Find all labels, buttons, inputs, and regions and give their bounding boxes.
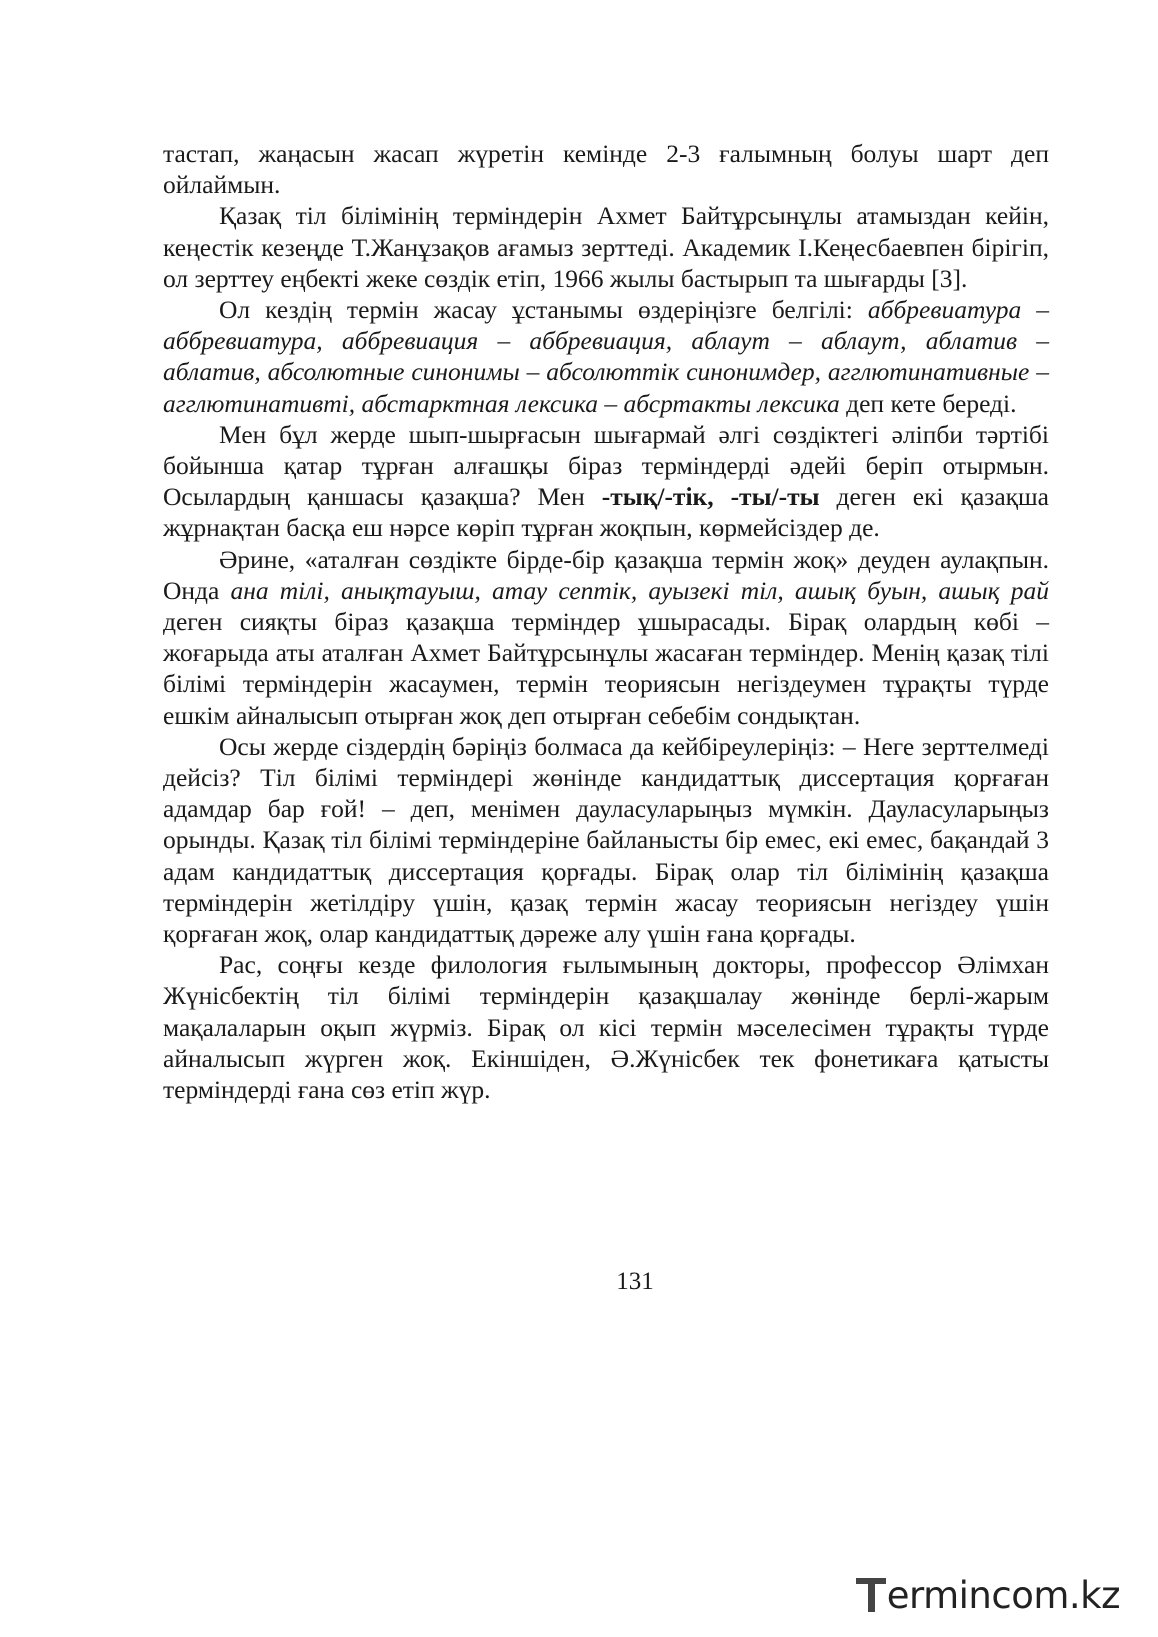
paragraph bbox=[163, 294, 1049, 419]
text-run: тастап, жаңасын жасап жүретін кемінде 2-3 ғалымның болуы шарт деп ойлаймын. bbox=[163, 139, 1049, 200]
paragraph bbox=[163, 138, 1049, 200]
bold-suffix-run: -тық/-тік, -ты/-ты bbox=[601, 482, 820, 512]
text-run: деген сияқты біраз қазақша терміндер ұшырасады. Бірақ олардың көбі – жоғарыда аты аталған Ахмет Байтұрсынұлы жасаған терміндер. Менің қазақ тілі білімі терміндерін жасаумен, термін теориясын негіздеумен тұрақты түрде ешкім айналысып отырған жоқ деп отырған себебім сондықтан. bbox=[163, 607, 1049, 730]
page-number: 131 bbox=[616, 1268, 654, 1295]
paragraph bbox=[163, 949, 1049, 1105]
paragraph bbox=[163, 544, 1049, 731]
paragraph bbox=[163, 419, 1049, 544]
watermark-logo: ermincom.kz bbox=[856, 1573, 1120, 1617]
text-run: деген екі қазақша жұрнақтан басқа еш нәрсе көріп тұрған жоқпын, көрмейсіздер де. bbox=[163, 482, 1049, 543]
italic-term-run: аббревиатура – аббревиатура, аббревиация – аббревиация, аблаут – аблаут, аблатив – аблатив, абсолютные синонимы – абсолюттік синонимдер, агглютинативные – агглютинативті, абстарктная лексика – абсртакты лексика bbox=[163, 295, 1049, 418]
text-run: деп кете береді. bbox=[839, 388, 1017, 418]
paragraph bbox=[163, 200, 1049, 294]
text-run: Ол кездің термін жасау ұстанымы өздеріңізге белгілі: bbox=[219, 295, 868, 325]
text-run: Рас, соңғы кезде филология ғылымының докторы, профессор Әлімхан Жүнісбектің тіл білімі терміндерін қазақшалау жөнінде берлі-жарым мақалаларын оқып жүрміз. Бірақ ол кісі термін мәселесімен тұрақты түрде айналысып жүрген жоқ. Екіншіден, Ә.Жүнісбек тек фонетикаға қатысты терміндерді ғана сөз етіп жүр. bbox=[163, 950, 1049, 1105]
termincom-t-logo-icon bbox=[856, 1575, 886, 1615]
italic-term-run: ана тілі, анықтауыш, атау септік, ауызекі тіл, ашық буын, ашық рай bbox=[230, 575, 1049, 605]
paragraph bbox=[163, 731, 1049, 949]
text-run: Әрине, «аталған сөздікте бірде-бір қазақша термін жоқ» деуден аулақпын. Онда bbox=[163, 544, 1049, 605]
text-run: Осы жерде сіздердің бәріңіз болмаса да кейбіреулеріңіз: – Неге зерттелмеді дейсіз? Тіл білімі терміндері жөнінде кандидаттық диссертация қорғаған адамдар бар ғой! – деп, менімен дауласуларыңыз мүмкін. Дауласуларыңыз орынды. Қазақ тіл білімі терміндеріне байланысты бір емес, екі емес, бақандай 3 адам кандидаттық диссертация қорғады. Бірақ олар тіл білімінің қазақша терміндерін жетілдіру үшін, қазақ термін жасау теориясын негіздеу үшін қорғаған жоқ, олар кандидаттық дәреже алу үшін ғана қорғады. bbox=[163, 731, 1049, 949]
document-body bbox=[163, 138, 1049, 1105]
text-run: Қазақ тіл білімінің терміндерін Ахмет Байтұрсынұлы атамыздан кейін, кеңестік кезеңде Т.Жанұзақов ағамыз зерттеді. Академик І.Кеңесбаевпен бірігіп, ол зерттеу еңбекті жеке сөздік етіп, 1966 жылы бастырып та шығарды [3]. bbox=[163, 201, 1049, 293]
text-run: Мен бұл жерде шып-шырғасын шығармай әлгі сөздіктегі әліпби тәртібі бойынша қатар тұрған алғашқы біраз терміндерді әдейі беріп отырмын. Осылардың қаншасы қазақша? Мен bbox=[163, 419, 1049, 512]
